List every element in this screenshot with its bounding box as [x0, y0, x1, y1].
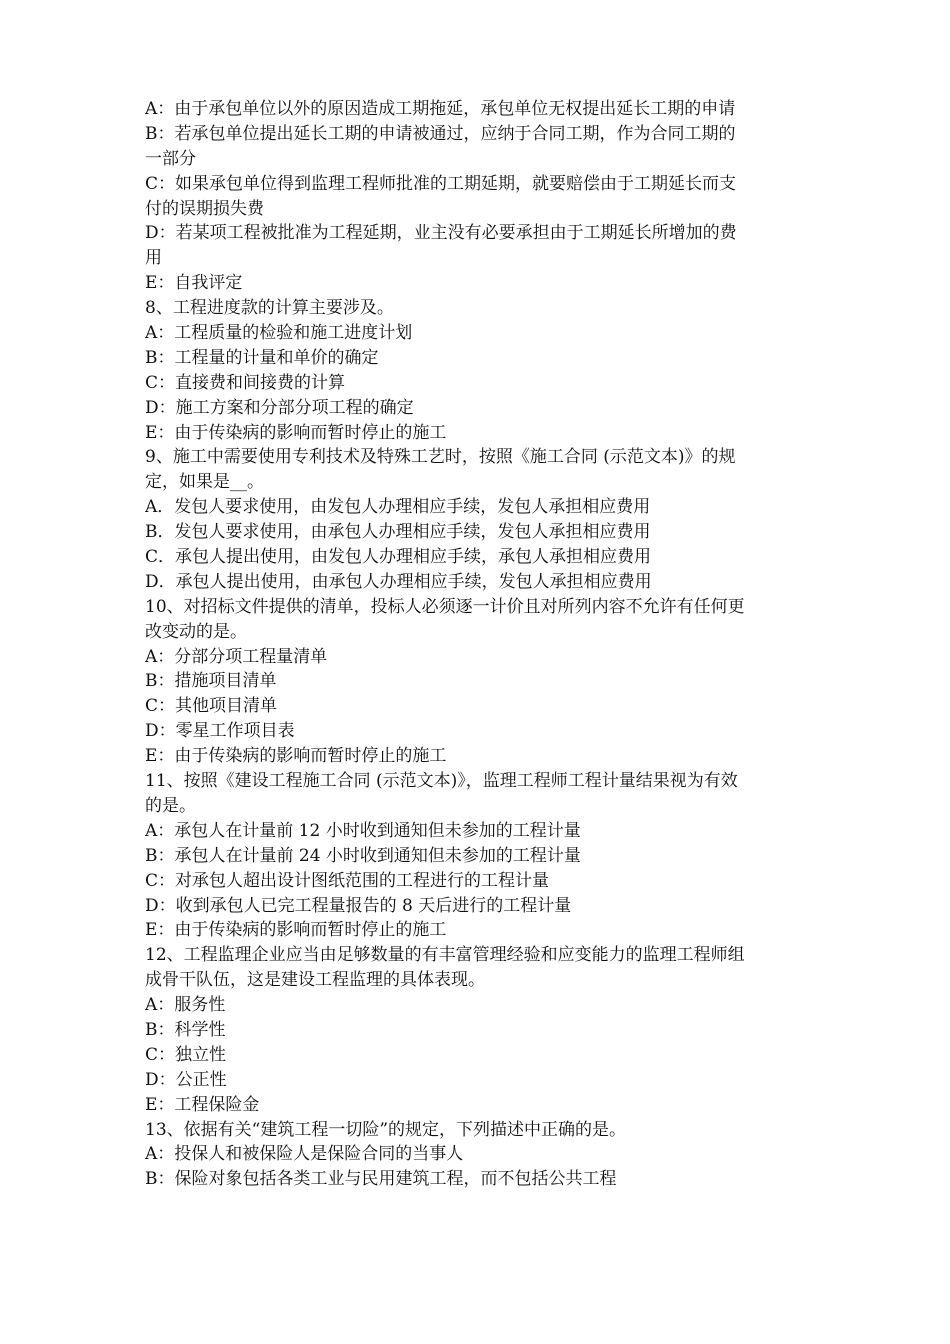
text-line: E：由于传染病的影响而暂时停止的施工 — [145, 746, 447, 767]
text-line: C：其他项目清单 — [145, 696, 278, 717]
text-line: E：由于传染病的影响而暂时停止的施工 — [145, 422, 447, 443]
document-body — [145, 97, 810, 1192]
text-line: C：如果承包单位得到监理工程师批准的工期延期，就要赔偿由于工期延长而支 — [145, 173, 737, 194]
text-line: A：工程质量的检验和施工进度计划 — [145, 323, 413, 344]
text-line: 8、工程进度款的计算主要涉及。 — [145, 298, 394, 319]
text-line: 的是。 — [145, 795, 196, 816]
text-line: D：若某项工程被批准为工程延期，业主没有必要承担由于工期延长所增加的费 — [145, 223, 737, 244]
text-line: 12、工程监理企业应当由足够数量的有丰富管理经验和应变能力的监理工程师组 — [145, 945, 745, 966]
text-line: E：工程保险金 — [145, 1094, 260, 1115]
text-line: 11、按照《建设工程施工合同 (示范文本)》，监理工程师工程计量结果视为有效 — [145, 771, 738, 792]
text-line: B．发包人要求使用，由承包人办理相应手续，发包人承担相应费用 — [145, 522, 651, 543]
text-line: E：由于传染病的影响而暂时停止的施工 — [145, 920, 447, 941]
text-line: A：投保人和被保险人是保险合同的当事人 — [145, 1144, 464, 1165]
text-line: B：措施项目清单 — [145, 671, 277, 692]
text-line: 用 — [145, 248, 162, 269]
text-line: C：独立性 — [145, 1044, 227, 1065]
text-line: A：服务性 — [145, 995, 226, 1016]
text-line: D：零星工作项目表 — [145, 721, 295, 742]
text-line: A：承包人在计量前 12 小时收到通知但未参加的工程计量 — [145, 820, 581, 841]
text-line: 付的误期损失费 — [145, 198, 264, 219]
text-line: E：自我评定 — [145, 273, 243, 294]
text-line: 改变动的是。 — [145, 621, 247, 642]
text-line: A．发包人要求使用，由发包人办理相应手续，发包人承担相应费用 — [145, 497, 651, 518]
text-line: B：科学性 — [145, 1019, 226, 1040]
text-line: 13、依据有关“建筑工程一切险”的规定，下列描述中正确的是。 — [145, 1119, 627, 1140]
text-line: A：由于承包单位以外的原因造成工期拖延，承包单位无权提出延长工期的申请 — [145, 99, 736, 119]
text-line: 9、施工中需要使用专利技术及特殊工艺时，按照《施工合同 (示范文本)》的规 — [145, 447, 736, 468]
text-line: C：直接费和间接费的计算 — [145, 372, 346, 393]
text-line: D．承包人提出使用，由承包人办理相应手续，发包人承担相应费用 — [145, 571, 652, 592]
text-line: B：工程量的计量和单价的确定 — [145, 347, 379, 368]
text-line: 成骨干队伍，这是建设工程监理的具体表现。 — [145, 970, 485, 991]
text-line: C：对承包人超出设计图纸范围的工程进行的工程计量 — [145, 870, 550, 891]
text-line: 定，如果是__。 — [145, 472, 264, 493]
text-line: D：公正性 — [145, 1069, 227, 1090]
text-line: B：保险对象包括各类工业与民用建筑工程，而不包括公共工程 — [145, 1169, 617, 1190]
text-line: 一部分 — [145, 148, 196, 169]
text-line: D：施工方案和分部分项工程的确定 — [145, 397, 414, 418]
text-line: B：承包人在计量前 24 小时收到通知但未参加的工程计量 — [145, 845, 581, 866]
text-line: B：若承包单位提出延长工期的申请被通过，应纳于合同工期，作为合同工期的 — [145, 123, 736, 144]
text-line: A：分部分项工程量清单 — [145, 646, 328, 667]
text-line: 10、对招标文件提供的清单，投标人必须逐一计价且对所列内容不允许有任何更 — [145, 596, 745, 617]
text-line: C．承包人提出使用，由发包人办理相应手续，承包人承担相应费用 — [145, 547, 652, 568]
text-line: D：收到承包人已完工程量报告的 8 天后进行的工程计量 — [145, 895, 572, 916]
